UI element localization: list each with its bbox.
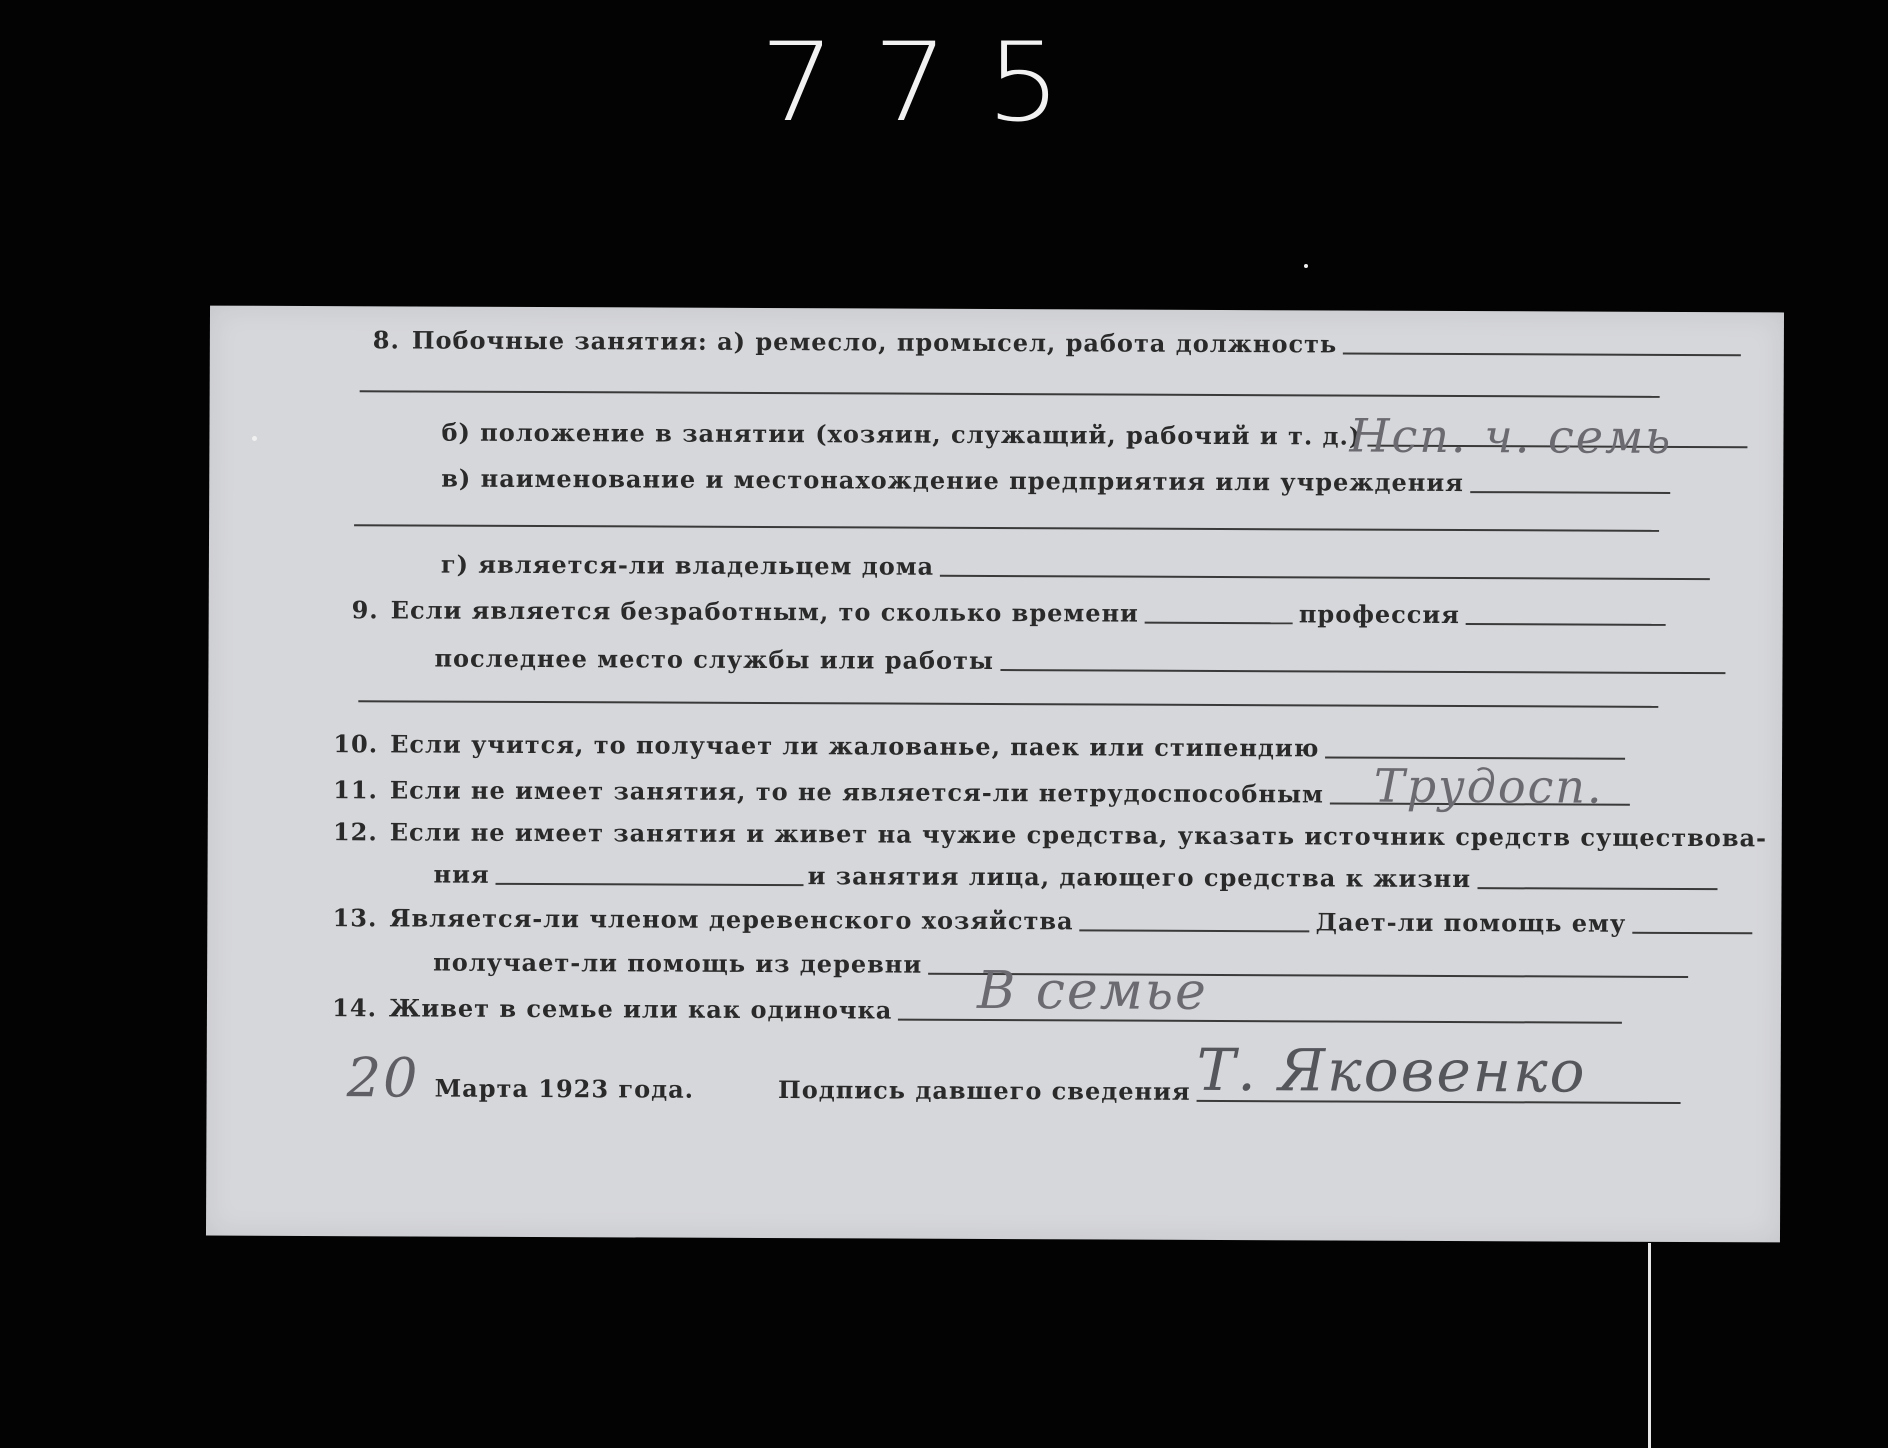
item12-number: 12. <box>332 817 378 847</box>
item14-answer: В семье <box>976 960 1209 1022</box>
item13-label-help: Дает-ли помощь ему <box>1315 907 1627 938</box>
item8-g-blank <box>940 575 1710 580</box>
dust-speck <box>252 436 257 441</box>
item12-line-1 <box>208 817 1782 853</box>
dust-speck <box>1304 264 1308 268</box>
item8-label-a: Побочные занятия: а) ремесло, промысел, работа должность <box>411 325 1338 359</box>
item9-line-2 <box>208 643 1782 677</box>
item8-line-g <box>209 549 1783 583</box>
item12-person-blank <box>1477 887 1717 890</box>
item13-line-1 <box>207 903 1781 938</box>
item14-label: Живет в семье или как одиночка <box>388 993 893 1025</box>
census-form-card <box>206 306 1784 1243</box>
item12-label-2a: ния <box>433 859 490 889</box>
item12-source-blank <box>496 883 804 886</box>
item13-number: 13. <box>332 903 378 933</box>
item9-label-1: Если является безработным, то сколько времени <box>390 595 1139 628</box>
item8-a-blank <box>1343 353 1741 357</box>
item8-label-b: б) положение в занятии (хозяин, служащий, рабочий и т. д.) <box>441 417 1362 451</box>
item8-line-v <box>209 463 1783 498</box>
item13-label-2: получает-ли помощь из деревни <box>433 947 923 979</box>
item11-number: 11. <box>333 775 378 805</box>
footer-date: Марта 1923 года. <box>434 1073 695 1104</box>
footer-signature: Т. Яковенко <box>1196 1035 1587 1106</box>
item8-v-blank-2 <box>354 524 1659 532</box>
item11-answer: Трудосп. <box>1373 758 1604 814</box>
item9-line-1 <box>209 595 1783 630</box>
item13-label-1: Является-ли членом деревенского хозяйства <box>389 903 1074 936</box>
film-scratch <box>1648 1243 1651 1448</box>
item11-label: Если не имеет занятия, то не является-ли нетрудоспособным <box>389 775 1325 809</box>
item9-label-profession: профессия <box>1298 599 1460 630</box>
footer-signature-label: Подпись давшего сведения <box>778 1075 1191 1106</box>
item14-number: 14. <box>332 993 378 1023</box>
item9-number: 9. <box>351 595 379 625</box>
item13-help-blank <box>1632 932 1752 935</box>
item10-number: 10. <box>333 729 379 759</box>
item8-label-g: г) является-ли владельцем дома <box>440 549 935 581</box>
item9-time-blank <box>1145 622 1293 625</box>
item8-b-answer: Нсп. ч. семь <box>1349 408 1673 464</box>
item10-label: Если учится, то получает ли жалованье, паек или стипендию <box>390 729 1320 763</box>
item8-a-blank-2 <box>360 390 1660 398</box>
item8-line-a <box>210 325 1784 359</box>
item12-line-2 <box>208 859 1782 894</box>
item12-label-2b: и занятия лица, дающего средства к жизни <box>807 861 1472 894</box>
item13-member-blank <box>1080 929 1310 932</box>
item8-number: 8. <box>372 325 400 355</box>
item12-label-1: Если не имеет занятия и живет на чужие средства, указать источник средств существова- <box>389 817 1768 853</box>
footer-day: 20 <box>346 1046 420 1110</box>
item9-profession-blank <box>1466 623 1666 626</box>
item9-lastjob-blank-2 <box>358 700 1658 708</box>
item8-label-v: в) наименование и местонахождение предприятия или учреждения <box>441 463 1464 498</box>
item9-lastjob-blank <box>1000 669 1725 674</box>
item10-line <box>208 729 1782 763</box>
frame-number: 775 <box>760 18 1100 146</box>
item8-v-blank <box>1470 491 1670 494</box>
item9-label-2: последнее место службы или работы <box>434 643 995 675</box>
